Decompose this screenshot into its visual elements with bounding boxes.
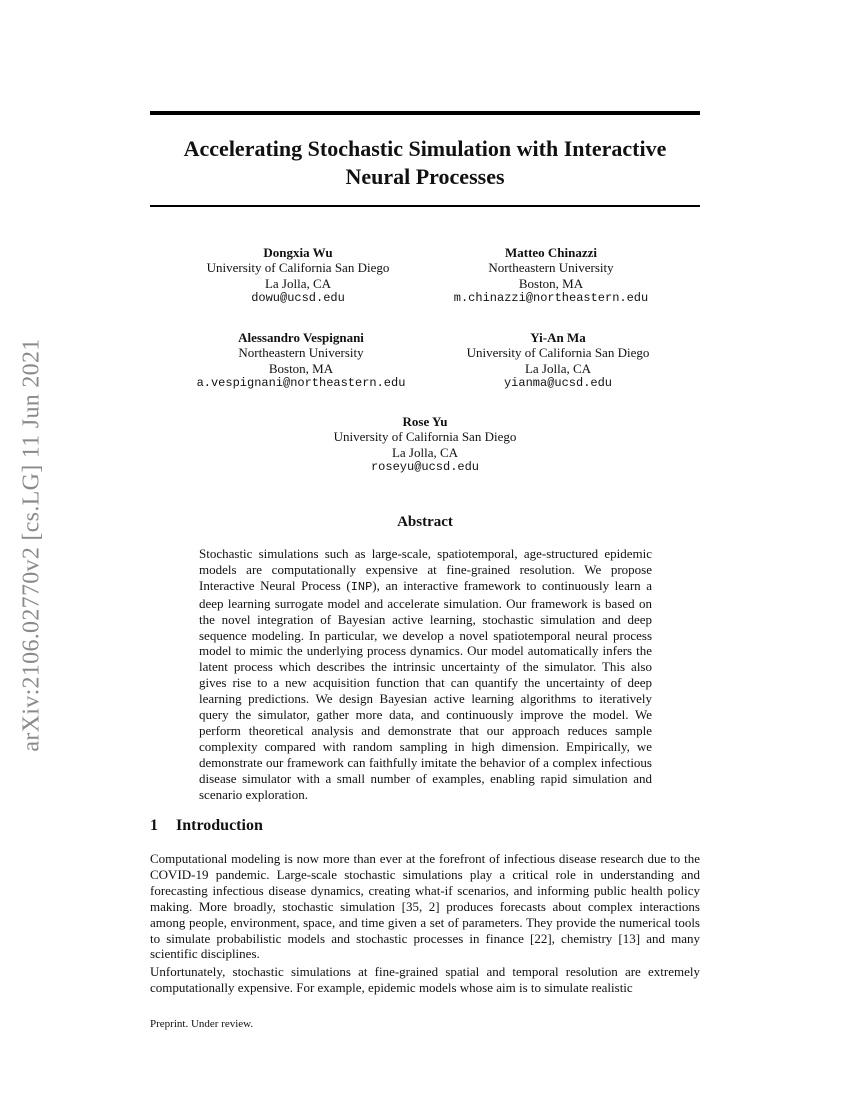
section-number: 1 bbox=[150, 817, 158, 834]
author-location: La Jolla, CA bbox=[391, 444, 459, 460]
body-paragraph: Unfortunately, stochastic simulations at fine-grained spatial and temporal resolution are extremely computationally expensive. For example, epidemic models whose aim is to simulate realistic bbox=[150, 964, 700, 995]
author-email[interactable]: roseyu@ucsd.edu bbox=[370, 460, 480, 475]
author-name: Alessandro Vespignani bbox=[238, 330, 364, 345]
abstract-text-part-1: Stochastic simulations such as large-scale, spatiotemporal, age-structured epidemic models are computationally expensive at fine-grained resolution. We propose Interactive Neural Process ( bbox=[199, 546, 652, 593]
abstract-heading: Abstract bbox=[397, 514, 453, 530]
footer-note: Preprint. Under review. bbox=[150, 1018, 254, 1030]
author-location: Boston, MA bbox=[518, 275, 584, 291]
author-email[interactable]: m.chinazzi@northeastern.edu bbox=[453, 291, 649, 306]
author-name: Rose Yu bbox=[402, 414, 448, 429]
author-email[interactable]: a.vespignani@northeastern.edu bbox=[196, 376, 406, 391]
author-name: Dongxia Wu bbox=[263, 245, 333, 260]
author-location: La Jolla, CA bbox=[524, 360, 592, 376]
section-heading bbox=[150, 817, 263, 835]
author-name: Yi-An Ma bbox=[530, 330, 586, 345]
abstract-inline-code: INP bbox=[350, 579, 373, 594]
author-block-4 bbox=[408, 330, 708, 392]
author-affiliation: University of California San Diego bbox=[206, 260, 390, 276]
author-location: Boston, MA bbox=[268, 360, 334, 376]
section-title: Introduction bbox=[176, 817, 263, 834]
author-block-3 bbox=[151, 330, 451, 392]
author-affiliation: University of California San Diego bbox=[333, 429, 517, 445]
author-location: La Jolla, CA bbox=[264, 275, 332, 291]
abstract-text-part-2: ), an interactive framework to continuously learn a deep learning surrogate model and accelerate simulation. Our framework is based on the novel integration of Bayesian active learning, stochastic simulation and deep sequence modeling. In particular, we develop a novel spatiotemporal neural process model to mimic the underlying process dynamics. Our model automatically infers the latent process which describes the intrinsic uncertainty of the simulator. This also gives rise to a new acquisition function that can quantify the uncertainty of deep learning predictions. We design Bayesian active learning algorithms to iteratively query the simulator, gather more data, and continuously improve the model. We perform theoretical analysis and demonstrate that our approach reduces sample complexity compared with random sampling in high dimension. Empirically, we demonstrate our framework can faithfully imitate the behavior of a complex infectious disease simulator with a small number of examples, enabling rapid simulation and scenario exploration. bbox=[199, 577, 652, 802]
author-block-5 bbox=[275, 414, 575, 476]
paper-title: Accelerating Stochastic Simulation with Interactive Neural Processes bbox=[183, 136, 667, 189]
author-name: Matteo Chinazzi bbox=[504, 245, 598, 260]
title-top-rule bbox=[150, 111, 700, 115]
author-affiliation: University of California San Diego bbox=[466, 345, 650, 361]
arxiv-watermark bbox=[10, 300, 54, 790]
abstract-text bbox=[199, 546, 652, 803]
arxiv-id: arXiv:2106.02770v2 [cs.LG] 11 Jun 2021 bbox=[18, 338, 45, 752]
author-email[interactable]: dowu@ucsd.edu bbox=[251, 291, 345, 306]
author-email[interactable]: yianma@ucsd.edu bbox=[503, 376, 613, 391]
title-bottom-rule bbox=[150, 205, 700, 207]
body-paragraph: Computational modeling is now more than ever at the forefront of infectious disease research due to the COVID-19 pandemic. Large-scale stochastic simulations play a critical role in understanding and forecasting infectious disease dynamics, creating what-if scenarios, and informing public health policy making. More broadly, stochastic simulation [35, 2] produces forecasts about complex interactions among people, environment, space, and time given a set of parameters. They provide the numerical tools to simulate probabilistic models and stochastic processes in finance [22], chemistry [13] and many scientific disciplines. bbox=[150, 851, 700, 962]
author-block-2 bbox=[401, 245, 701, 307]
author-affiliation: Northeastern University bbox=[238, 345, 364, 361]
author-affiliation: Northeastern University bbox=[488, 260, 614, 276]
